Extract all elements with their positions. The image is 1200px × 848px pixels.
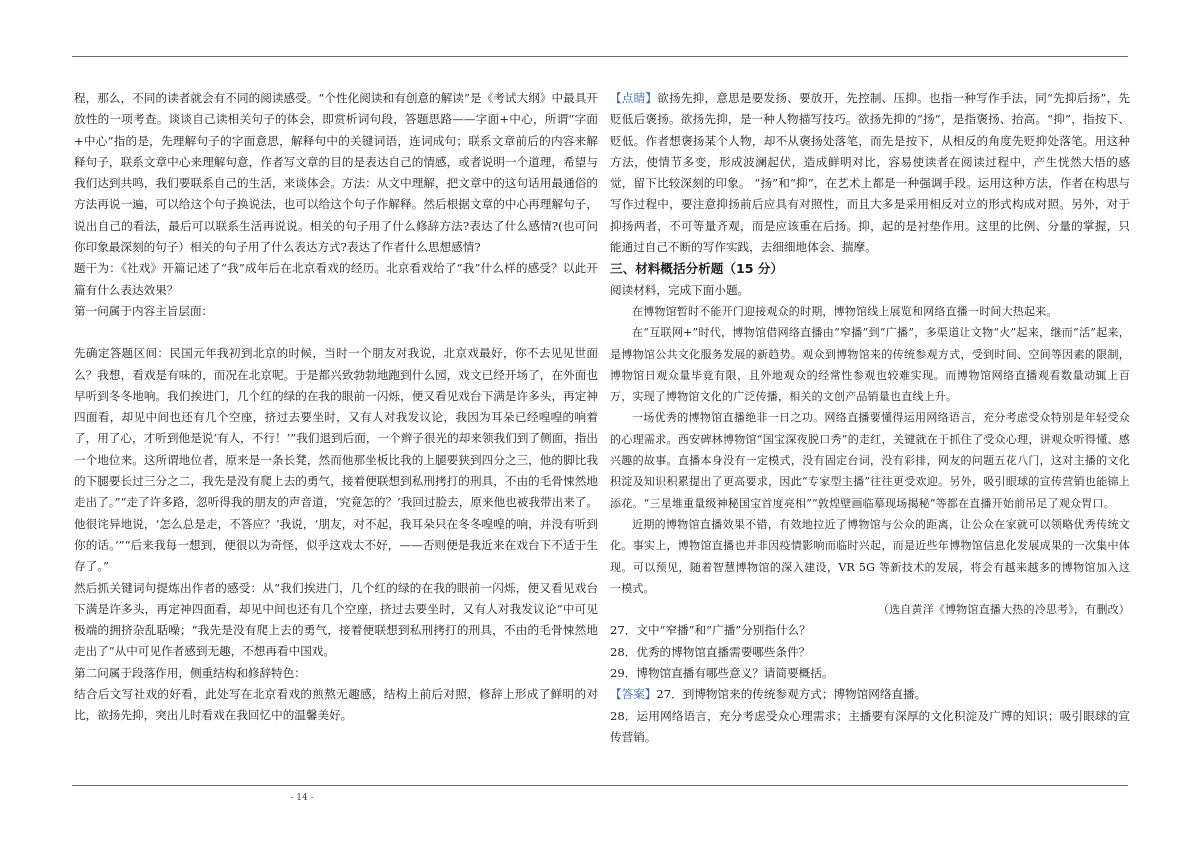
footer-rule	[72, 785, 1128, 786]
answer-28: 28．运用网络语言，充分考虑受众心理需求；主播要有深厚的文化积淀及广博的知识；吸引眼球的宣传营销。	[610, 708, 1130, 744]
first-question-label: 第一问属于内容主旨层面：	[74, 303, 214, 318]
key-point-text: 欲扬先抑，意思是要发扬、要放开，先控制、压抑。也指一种写作手法，同“先抑后扬”，先贬低后褒扬。欲扬先抑，是一种人物描写技巧。欲扬先抑的“扬”，是指褒扬、抬高。“抑”，指按下、贬低。作者想褒扬某个人物，却不从褒扬处落笔，而先是按下，从相反的角度先贬抑处落笔。用这种方法，使情节多变，形成波澜起伏，造成鲜明对比，容易使读者在阅读过程中，产生恍然大悟的感觉，留下比较深刻的印象。 “扬”和“抑”，在艺术上都是一种强调手段。运用这种方法，作者在构思与写作过程中，要注意抑扬前后应具有对照性，而且大多是采用相反对立的形式构成对照。另外，对于抑扬两者，不可等量齐观，而是应该重在后扬。抑，起的是衬垫作用。这里的比例、分量的掌握，只能通过自己不断的写作实践，去细细地体会、揣摩。	[610, 91, 1130, 255]
key-point-paragraph	[610, 88, 1130, 258]
question-stem: 题干为：《社戏》开篇记述了“我”成年后在北京看戏的经历。北京看戏给了“我”什么样的感受？以此开篇有什么表达效果？	[74, 261, 598, 297]
structure-paragraph: 结合后文写社戏的好看，此处写在北京看戏的煎熬无趣感，结构上前后对照，修辞上形成了鲜明的对比，欲扬先抑，突出儿时看戏在我回忆中的温馨美好。	[74, 687, 598, 723]
section-title: 三、材料概括分析题（15 分）	[610, 261, 784, 277]
analysis-paragraph: 程，那么，不同的读者就会有不同的阅读感受。“个性化阅读和有创意的解读”是《考试大纲》中最具开放性的一项考查。谈谈自己读相关句子的体会，即赏析词句段，答题思路——字面+中心，所谓“字面+中心”指的是，先理解句子的字面意思，解释句中的关键词语，连词成句；联系文章前后的内容来解释句子，联系文章中心来理解句意，作者写文章的目的是表达自己的情感，或者说明一个道理，希望与我们达到共鸣，我们要联系自己的生活，来谈体会。方法：从文中理解，把文章中的这句话用最通俗的方法再说一遍，可以给这个句子换说法，也可以给这个句子作解释。然后根据文章的中心再理解句子，说出自己的看法，最后可以联系生活再说说。相关的句子用了什么修辞方法?表达了什么感情?(也可问你印象最深刻的句子）相关的句子用了什么表达方式?表达了作者什么思想感情?	[74, 91, 598, 255]
keyword-paragraph: 然后抓关键词句提炼出作者的感受：从“我们挨进门，几个红的绿的在我的眼前一闪烁，便又看见戏台下满是许多头，再定神四面看，却见中间也还有几个空座，挤过去要坐时，又有人对我发议论”中可见极端的拥挤杂乱聒噪；“我先是没有爬上去的勇气，接着便联想到私刑拷打的刑具，不由的毛骨悚然地走出了”从中可见作者感到无趣，不想再看中国戏。	[74, 580, 598, 659]
left-column	[74, 88, 598, 727]
question-27: 27．文中“窄播”和“广播”分别指什么？	[610, 623, 811, 638]
material-paragraph-4: 近期的博物馆直播效果不错，有效地拉近了博物馆与公众的距离，让公众在家就可以领略优秀传统文化。事实上，博物馆直播也并非因疫情影响而临时兴起，而是近些年博物馆信息化发展成果的一次集中体现。可以预见，随着智慧博物馆的深入建设，VR 5G 等新技术的发展，将会有越来越多的博物馆加入这一模式。	[610, 517, 1130, 595]
second-question-label: 第二问属于段落作用，侧重结构和修辞特色：	[74, 665, 306, 680]
key-point-tag: 【点睛】	[610, 91, 658, 105]
material-paragraph-2: 在“互联网+”时代，博物馆借网络直播由“窄播”到“广播”，多渠道让文物“火”起来，继而“活”起来，是博物馆公共文化服务发展的新趋势。观众到博物馆来的传统参观方式，受到时间、空间等因素的限制，博物馆日观众量毕竟有限，且外地观众的经常性参观也较难实现。而博物馆网络直播观看数量动辄上百万，实现了博物馆文化的广泛传播，相关的文创产品销量也直线上升。	[610, 326, 1130, 404]
answer-tag: 【答案】	[610, 687, 657, 702]
question-29: 29．博物馆直播有哪些意义？请简要概括。	[610, 666, 834, 681]
question-28: 28．优秀的博物馆直播需要哪些条件？	[610, 644, 811, 659]
header-rule	[72, 56, 1128, 57]
material-paragraph-1: 在博物馆暂时不能开门迎接观众的时期，博物馆线上展览和网络直播一时间大热起来。	[632, 304, 1058, 318]
answer-range-paragraph: 先确定答题区间：民国元年我初到北京的时候，当时一个朋友对我说，北京戏最好，你不去见见世面么？我想，看戏是有味的，而况在北京呢。于是都兴致勃勃地跑到什么园，戏文已经开场了，在外面也早听到冬冬地响。我们挨进门，几个红的绿的在我的眼前一闪烁，便又看见戏台下满是许多头，再定神四面看，却见中间也还有几个空座，挤过去要坐时，又有人对我发议论，我因为耳朵已经喤喤的响着了，用了心，才听到他是说‘有人，不行！’”我们退到后面，一个辫子很光的却来领我们到了侧面，指出一个地位来。这所谓地位者，原来是一条长凳，然而他那坐板比我的上腿要狭到四分之三，他的脚比我的下腿要长过三分之二，我先是没有爬上去的勇气，接着便联想到私刑拷打的刑具，不由的毛骨悚然地走出了。”“走了许多路，忽听得我的朋友的声音道，‘究竟怎的？’我回过脸去，原来他也被我带出来了。他很诧异地说，‘怎么总是走，不答应？’我说，‘朋友，对不起，我耳朵只在冬冬喤喤的响，并没有听到你的话。’”“后来我每一想到，便很以为奇怪，似乎这戏太不好，——否则便是我近来在戏台下不适于生存了。”	[74, 346, 598, 574]
answer-27-text: 27．到博物馆来的传统参观方式；博物馆网络直播。	[656, 687, 927, 702]
answer-27	[610, 684, 1130, 705]
material-paragraph-3: 一场优秀的博物馆直播绝非一日之功。网络直播要懂得运用网络语言，充分考虑受众特别是年轻受众的心理需求。西安碑林博物馆“国宝深夜脱口秀”的走红，关键就在于抓住了受众心理，讲观众听得懂、感兴趣的故事。直播本身没有一定模式，没有固定台词，没有彩排，网友的问题五花八门，这对主播的文化积淀及知识积累提出了更高要求，因此“专家型主播”往往更受欢迎。另外，吸引眼球的宣传营销也能锦上添花。“三星堆重量级神秘国宝首度亮相”“敦煌壁画临摹现场揭秘”等都在直播开始前吊足了观众胃口。	[610, 411, 1130, 510]
material-source: （选自黄洋《博物馆直播大热的冷思考》，有删改）	[877, 603, 1130, 617]
right-column	[610, 88, 1130, 748]
page-number: - 14 -	[290, 793, 314, 803]
instruction: 阅读材料，完成下面小题。	[610, 282, 750, 297]
